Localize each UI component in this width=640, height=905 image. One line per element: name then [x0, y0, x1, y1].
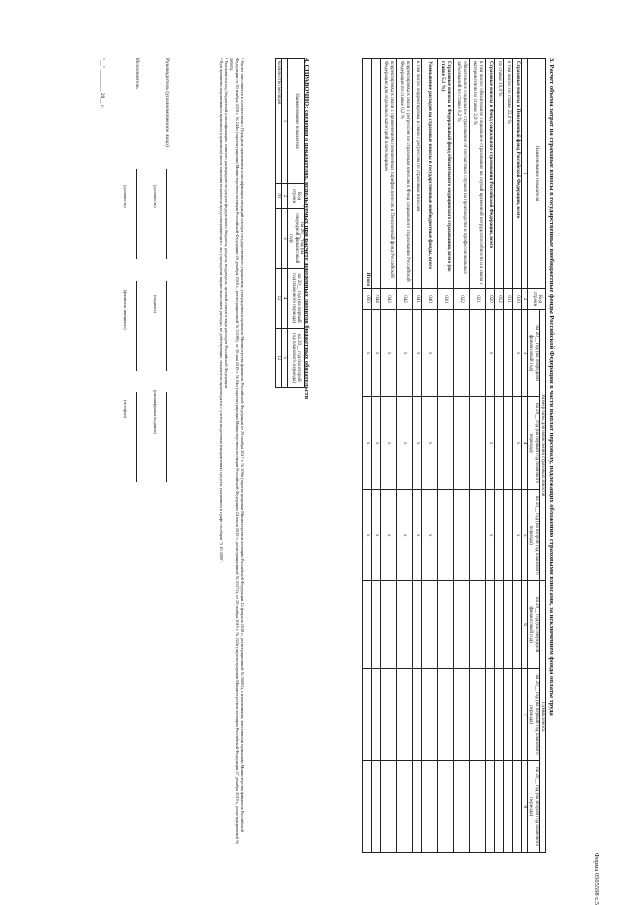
s4-header-y1: на 20__ год (на очередной финансовый год) — [288, 209, 305, 269]
row-name: Итого — [363, 59, 372, 289]
col-num: 5 — [522, 489, 528, 581]
value-cell — [372, 761, 381, 853]
value-cell — [470, 310, 486, 397]
head-label: Руководитель (уполномоченное лицо) — [164, 58, 170, 147]
row-name: в том числе: обязательное социальное страхование на случай временной нетрудоспособности и в связи с материнством по ставке 2,9 % — [470, 59, 486, 289]
header-sum-second: на 20__ год (на второй год планового периода) — [528, 761, 540, 853]
x-mark: x — [413, 310, 422, 397]
executor-signature-block — [134, 58, 140, 502]
row-code: 030 — [438, 289, 454, 310]
header-base-current: на 20__ год (на очередной финансовый год) — [528, 310, 540, 397]
value-cell — [372, 668, 381, 761]
value-cell — [413, 581, 422, 668]
row-name: корректировка в связи с применением пониженных тарифов взносов в Пенсионный фонд Российской Федерации для отдельных категорий плательщиков — [381, 59, 397, 289]
col-num: 8 — [522, 761, 528, 853]
col-num: 4 — [282, 268, 288, 328]
value-cell — [422, 581, 438, 668]
value-cell — [381, 581, 397, 668]
caption: (подпись) — [153, 295, 158, 313]
x-mark: x — [381, 489, 397, 581]
head-signature-line — [166, 281, 167, 371]
row-code: 020 — [486, 289, 495, 310]
row-code: 012 — [495, 289, 504, 310]
value-cell — [397, 761, 413, 853]
value-cell — [495, 397, 504, 490]
table-row — [495, 59, 504, 853]
value-cell — [486, 761, 495, 853]
section4-table — [275, 58, 305, 388]
value-cell — [486, 581, 495, 668]
x-mark: x — [422, 397, 438, 490]
row-code: 044 — [372, 289, 381, 310]
header-base-group: Размер базы для начисления страховых взносов — [539, 310, 545, 581]
header-name: Наименование показателя — [528, 59, 546, 289]
row-name — [372, 59, 381, 289]
x-mark: x — [397, 489, 413, 581]
col-num: 5 — [282, 328, 288, 387]
value-cell — [470, 397, 486, 490]
value-cell — [504, 310, 513, 397]
value-cell — [504, 489, 513, 581]
x-mark: x — [513, 397, 522, 490]
row-name: Страховые взносы в Пенсионный фонд Российской Федерации, всего — [513, 59, 522, 289]
value-cell — [504, 581, 513, 668]
header-sum-current: на 20__ год (на очередной финансовый год) — [528, 581, 540, 668]
value-cell — [504, 397, 513, 490]
value-cell — [513, 668, 522, 761]
section4-title: 4. СПРАВОЧНО: сведения о показателях, используемых при расчете доведенных лимитов бюджетных обязательств — [303, 58, 310, 400]
caption: (фамилия, инициалы) — [123, 290, 128, 330]
s4-column-numbers-row — [282, 59, 288, 388]
table-row — [454, 59, 470, 853]
executor-label: Исполнитель — [134, 58, 140, 89]
x-mark: x — [422, 489, 438, 581]
footnote: ³ При принятии нормативным правовым (правовым) актом значения показателя предусматривающего, что учреждение вправе выполнять расходы, не действующие, показатели производятся с учетом выделения (направления) средств, указанным в графе столбцов "5 10 2009". — [218, 58, 224, 563]
value-cell — [470, 581, 486, 668]
value-cell — [454, 310, 470, 397]
x-mark: x — [486, 310, 495, 397]
x-mark: x — [372, 310, 381, 397]
row-code: 011 — [504, 289, 513, 310]
row-name: обязательное социальное страхование от несчастных случаев на производстве и профессиональных заболеваний по ставке 0,2 % — [454, 59, 470, 289]
value-cell — [397, 668, 413, 761]
executor-phone-line — [136, 392, 137, 482]
value-cell — [486, 668, 495, 761]
x-mark: x — [413, 397, 422, 490]
row-name: в том числе: корректировка в связи с регрессом по страховым взносам — [413, 59, 422, 289]
table-row — [513, 59, 522, 853]
col-num: 7 — [522, 668, 528, 761]
col-num: 3 — [282, 209, 288, 269]
table-row — [470, 59, 486, 853]
value-cell — [363, 668, 372, 761]
s4-row-v2: 12 — [275, 268, 281, 328]
table-row — [504, 59, 513, 853]
x-mark: x — [397, 397, 413, 490]
value-cell — [438, 310, 454, 397]
value-cell — [495, 668, 504, 761]
value-cell — [454, 581, 470, 668]
s4-row-v3: 12 — [275, 328, 281, 387]
value-cell — [495, 581, 504, 668]
x-mark: x — [486, 397, 495, 490]
section3-table — [362, 58, 546, 853]
table-row — [438, 59, 454, 853]
value-cell — [422, 761, 438, 853]
value-cell — [372, 581, 381, 668]
value-cell — [495, 310, 504, 397]
x-mark: x — [372, 397, 381, 490]
s4-row-code: 01 — [275, 184, 281, 209]
value-cell — [381, 668, 397, 761]
value-cell — [422, 668, 438, 761]
s4-header-name: Наименование показателя — [288, 59, 305, 184]
caption: (должность) — [153, 185, 158, 208]
row-name: Страховые взносы в Федеральный фонд обязательного медицинского страхования, всего (по ставке 5,1 %) — [438, 59, 454, 289]
header-base-first: на 20__ год (на первый год планового периода) — [528, 397, 540, 490]
value-cell — [413, 761, 422, 853]
col-num: 4 — [522, 397, 528, 490]
value-cell — [454, 761, 470, 853]
row-code: 021 — [470, 289, 486, 310]
executor-fio-line — [136, 281, 137, 371]
col-num: 1 — [282, 59, 288, 184]
value-cell — [495, 761, 504, 853]
value-cell — [438, 581, 454, 668]
table-row — [397, 59, 413, 853]
s4-header-y3: на 20__ год (на второй год планового периода) — [288, 328, 305, 387]
s4-row-v1 — [275, 209, 281, 269]
x-mark: x — [513, 489, 522, 581]
x-mark: x — [381, 397, 397, 490]
col-num: 6 — [522, 581, 528, 668]
s4-row-months — [275, 59, 281, 388]
value-cell — [504, 761, 513, 853]
value-cell — [454, 668, 470, 761]
value-cell — [504, 668, 513, 761]
x-mark: x — [486, 489, 495, 581]
row-name: по ставке 10,0 % — [495, 59, 504, 289]
x-mark: x — [413, 489, 422, 581]
col-num: 2 — [522, 289, 528, 310]
value-cell — [438, 397, 454, 490]
value-cell — [470, 489, 486, 581]
value-cell — [454, 397, 470, 490]
col-num: 3 — [522, 310, 528, 397]
table-row — [413, 59, 422, 853]
table-row — [363, 59, 372, 853]
x-mark: x — [363, 397, 372, 490]
row-code: 050 — [363, 289, 372, 310]
head-signature-block — [164, 58, 170, 502]
value-cell — [438, 668, 454, 761]
header-sum-first: на 20__ год (на первый год планового периода) — [528, 668, 540, 761]
header-base-second: на 20__ год (на второй год планового периода) — [528, 489, 540, 581]
value-cell — [513, 761, 522, 853]
s4-header-code: Код строки — [288, 184, 305, 209]
section3-rows — [363, 59, 522, 853]
row-code: 010 — [513, 289, 522, 310]
value-cell — [454, 489, 470, 581]
value-cell — [470, 761, 486, 853]
col-num: 1 — [522, 59, 528, 289]
col-num: 2 — [282, 184, 288, 209]
row-name: корректировка в связи с регрессом по страховым взносам в Фонд социального страхования Российской Федерации по ставке 0,2 % — [397, 59, 413, 289]
footnote: ¹ Расчет заполняется в соответствии с Порядком применения классификации операций сектора государственного управления, утвержденным приказом Министерства финансов Российской Федерации от 29 ноября 2017 г. № 209н (зарегистрирован Министерством юстиции Российской Федерации 12 февраля 2018 г., регистрационный № 50003), с изменениями, внесенными приказами Министерства финансов Российской Федерации от 30 ноября 2018 г. № 244н (зарегистрирован Министерством юстиции Российской Федерации 26 декабря 2018 г., регистрационный № 53188), от 30 мая 2019 г. № 84н (зарегистрирован Министерством юстиции Российской Федерации 24 июля 2019 г., регистрационный № 55372), от 29 ноября 2019 г. № 222н (зарегистрирован Министерством юстиции Российской Федерации 27 декабря 2019 г., регистрационный № 56985). — [229, 58, 245, 845]
s4-row-name: Количество месяцев — [275, 59, 281, 184]
row-code: 042 — [397, 289, 413, 310]
value-cell — [363, 581, 372, 668]
row-code: 022 — [454, 289, 470, 310]
table-row — [372, 59, 381, 853]
x-mark: x — [397, 310, 413, 397]
s4-header-y2: на 20__ год (на первый год планового периода) — [288, 268, 305, 328]
value-cell — [438, 489, 454, 581]
row-code: 041 — [413, 289, 422, 310]
executor-position-line — [136, 169, 137, 259]
value-cell — [513, 581, 522, 668]
column-numbers-row — [522, 59, 528, 853]
section3-title: 3. Расчет объема затрат на страховые взносы в государственные внебюджетные фонды Российской Федерации в части выплат персоналу, подлежащих обложению страховыми взносами, за исключением фонда оплаты труда — [548, 58, 555, 716]
row-name: в том числе: по ставке 22,0 % — [504, 59, 513, 289]
table-row — [381, 59, 397, 853]
head-decoding-line — [166, 392, 167, 482]
row-name: Страховые взносы в Фонд социального страхования Российской Федерации, всего — [486, 59, 495, 289]
table-row — [486, 59, 495, 853]
value-cell — [381, 761, 397, 853]
x-mark: x — [372, 489, 381, 581]
table-row — [422, 59, 438, 853]
header-sum-group: Сумма взноса — [539, 581, 545, 853]
x-mark: x — [363, 489, 372, 581]
row-code: 040 — [422, 289, 438, 310]
footnote: ² Указывается код бюджетной классификации: главного распорядителя средств федерального бюджета, раздела, подраздела, целевой статьи и вида расходов Российской Федерации. — [223, 58, 229, 389]
value-cell — [470, 668, 486, 761]
row-code: 043 — [381, 289, 397, 310]
header-code: Код строки — [528, 289, 546, 310]
x-mark: x — [422, 310, 438, 397]
date-line: "__" ________ 20__ г. — [99, 58, 105, 109]
value-cell — [413, 668, 422, 761]
value-cell — [397, 581, 413, 668]
head-position-line — [166, 169, 167, 259]
caption: (расшифровка подписи) — [153, 390, 158, 434]
row-name: Уменьшение расходов на страховые взносы в государственные внебюджетные фонды, всего — [422, 59, 438, 289]
form-code: Форма 0505598 с.5 — [593, 852, 600, 905]
footnotes — [218, 58, 245, 853]
caption: (телефон) — [123, 400, 128, 418]
value-cell — [495, 489, 504, 581]
value-cell — [363, 761, 372, 853]
caption: (должность) — [123, 185, 128, 208]
x-mark: x — [363, 310, 372, 397]
value-cell — [438, 761, 454, 853]
x-mark: x — [381, 310, 397, 397]
x-mark: x — [513, 310, 522, 397]
